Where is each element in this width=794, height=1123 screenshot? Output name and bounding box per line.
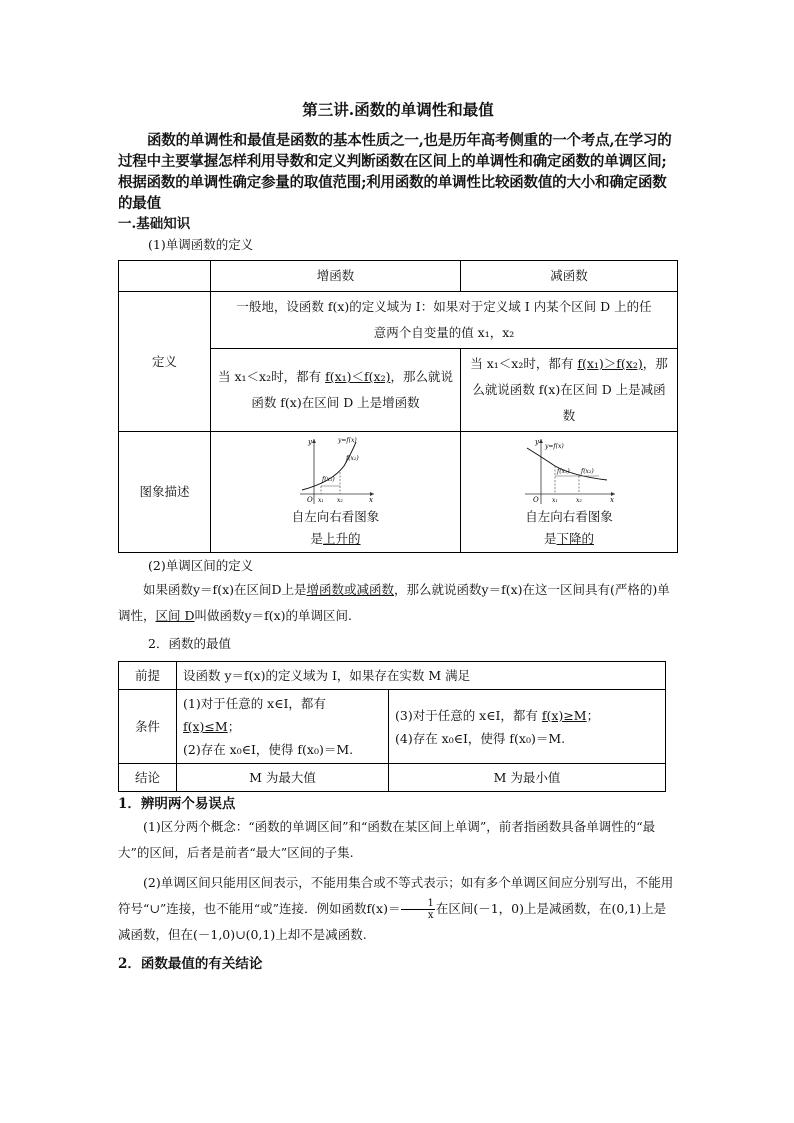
- graph-dec-x2-label: x₂: [576, 497, 582, 504]
- graph-dec-x-label: x: [610, 496, 614, 504]
- inc-graph-line1: 自左向右看图象: [291, 509, 380, 524]
- definition-decreasing: [461, 349, 678, 432]
- interval-post: 叫做函数y＝f(x)的单调区间.: [194, 608, 352, 623]
- max-conditions: [177, 690, 389, 764]
- dec-graph-caption: [467, 506, 671, 550]
- max-cond-1: (1)对于任意的 x∈I，都有: [183, 696, 326, 711]
- graph-dec-x1-label: x₁: [552, 497, 558, 504]
- min-cond-inequality: f(x)≥M: [541, 707, 587, 723]
- section-function-extrema: 2．函数的最值: [148, 636, 231, 651]
- dec-graph-is: 是: [543, 531, 557, 546]
- inc-graph-line2: [217, 528, 454, 550]
- graph-inc-x1-label: x₁: [317, 497, 324, 504]
- dec-pre-text: 当 x₁＜x₂时，都有: [470, 356, 578, 371]
- max-cond-2: (2)存在 x₀∈I，使得 f(x₀)＝M.: [183, 742, 354, 757]
- conclusion-min: M 为最小值: [389, 764, 666, 792]
- conclusion-max: M 为最大值: [177, 764, 389, 792]
- header-increasing: 增函数: [211, 261, 461, 292]
- dec-post-text: ，那么就说函数 f(x)在区间 D 上是减函数: [472, 356, 668, 423]
- section-basic-knowledge: 一.基础知识: [118, 216, 191, 232]
- graph-inc-y-label: y: [307, 438, 312, 446]
- graph-dec-y-label: y: [535, 438, 539, 446]
- inc-post-text: ，那么就说函数 f(x)在区间 D 上是增函数: [251, 369, 453, 410]
- max-cond-inequality: f(x)≤M: [183, 719, 228, 734]
- min-cond-3: [395, 704, 659, 727]
- definition-increasing: [211, 349, 461, 432]
- extrema-table: [118, 661, 666, 792]
- graph-dec-fx2-label: f(x₂): [581, 468, 594, 475]
- graph-inc-o-label: O: [306, 496, 313, 504]
- document-page: [118, 98, 678, 974]
- graph-inc-x-label: x: [368, 496, 373, 504]
- section-extrema-conclusions: 2．函数最值的有关结论: [118, 956, 263, 972]
- dec-condition: f(x₁)＞f(x₂): [577, 356, 643, 371]
- point2-post: 在区间(－1，0)上是减函数，在(0,1)上是减函数，但在(－1,0)∪(0,1)上却不是减函数.: [118, 901, 667, 942]
- section-error-points: 1．辨明两个易误点: [118, 796, 236, 812]
- max-cond-semicolon: ；: [227, 719, 241, 734]
- row-label-premise: 前提: [119, 662, 177, 690]
- inc-condition: f(x₁)＜f(x₂): [325, 369, 391, 384]
- premise-text: 设函数 y＝f(x)的定义域为 I，如果存在实数 M 满足: [177, 662, 666, 690]
- definition-common: 一般地，设函数 f(x)的定义域为 I：如果对于定义域 I 内某个区间 D 上的任意两个自变量的值 x₁，x₂: [211, 292, 678, 349]
- dec-graph-line1: 自左向右看图象: [525, 509, 613, 524]
- graph-dec-o-label: O: [533, 496, 539, 504]
- row-label-conclusion: 结论: [119, 764, 177, 792]
- graph-inc-x2-label: x₂: [336, 497, 343, 504]
- graph-decreasing-cell: [461, 432, 678, 553]
- page-title: 第三讲.函数的单调性和最值: [302, 100, 494, 119]
- header-decreasing: 减函数: [461, 261, 678, 292]
- graph-dec-fx1-label: f(x₁): [557, 468, 570, 475]
- increasing-graph: [296, 436, 376, 506]
- frac-denominator: x: [427, 910, 434, 921]
- inc-graph-rising: 上升的: [323, 531, 361, 546]
- row-label-definition: 定义: [119, 292, 211, 432]
- dec-graph-line2: [467, 528, 671, 550]
- sub-heading-interval-def: (2)单调区间的定义: [148, 558, 254, 573]
- frac-numerator: 1: [401, 898, 434, 910]
- monotonic-function-table: [118, 260, 678, 553]
- table-corner-cell: [119, 261, 211, 292]
- dec-graph-falling: 下降的: [556, 531, 595, 546]
- graph-inc-yfx-label: y=f(x): [337, 437, 357, 444]
- row-label-condition: 条件: [119, 690, 177, 764]
- inc-pre-text: 当 x₁＜x₂时，都有: [218, 369, 326, 384]
- intro-paragraph: 函数的单调性和最值是函数的基本性质之一,也是历年高考侧重的一个考点,在学习的过程中主要掌握怎样利用导数和定义判断函数在区间上的单调性和确定函数的单调区间;根据函数的单调性确定参量的取值范围;利用函数的单调性比较函数值的大小和确定函数的最值: [118, 132, 672, 212]
- inc-graph-is: 是: [310, 531, 323, 546]
- interval-pre: 如果函数y＝f(x)在区间D上是: [143, 582, 307, 597]
- max-cond-1b: [183, 715, 382, 738]
- error-point-2: [118, 870, 678, 948]
- interval-region-d: 区间 D: [155, 608, 195, 623]
- error-point-1: (1)区分两个概念：“函数的单调区间”和“函数在某区间上单调”，前者指函数具备单调性的“最大”的区间，后者是前者“最大”区间的子集.: [118, 819, 656, 860]
- point2-pre: (2)单调区间只能用区间表示，不能用集合或不等式表示；如有多个单调区间应分别写出，不能用符号“∪”连接，也不能用“或”连接．例如函数f(x)＝: [118, 875, 674, 916]
- interval-inc-or-dec: 增函数或减函数: [306, 582, 395, 597]
- min-conditions: [389, 690, 666, 764]
- graph-dec-yfx-label: y=f(x): [545, 443, 564, 450]
- interval-definition-paragraph: [118, 577, 678, 629]
- decreasing-graph: [521, 436, 617, 506]
- min-cond-3-pre: (3)对于任意的 x∈I，都有: [395, 707, 542, 723]
- row-label-graph: 图象描述: [119, 432, 211, 553]
- inc-graph-caption: [217, 506, 454, 550]
- sub-heading-monotonic-def: (1)单调函数的定义: [148, 237, 254, 252]
- graph-increasing-cell: [211, 432, 461, 553]
- interval-mid: ，那么就说函数y＝f(x)在这一区间具有(严格的)单调性，: [118, 582, 670, 623]
- fraction-one-over-x: [401, 898, 434, 921]
- graph-inc-fx2-label: f(x₂): [345, 455, 359, 462]
- min-cond-semicolon: ；: [586, 707, 600, 723]
- min-cond-4: (4)存在 x₀∈I，使得 f(x₀)＝M.: [395, 730, 566, 746]
- graph-inc-fx1-label: f(x₁): [321, 476, 335, 483]
